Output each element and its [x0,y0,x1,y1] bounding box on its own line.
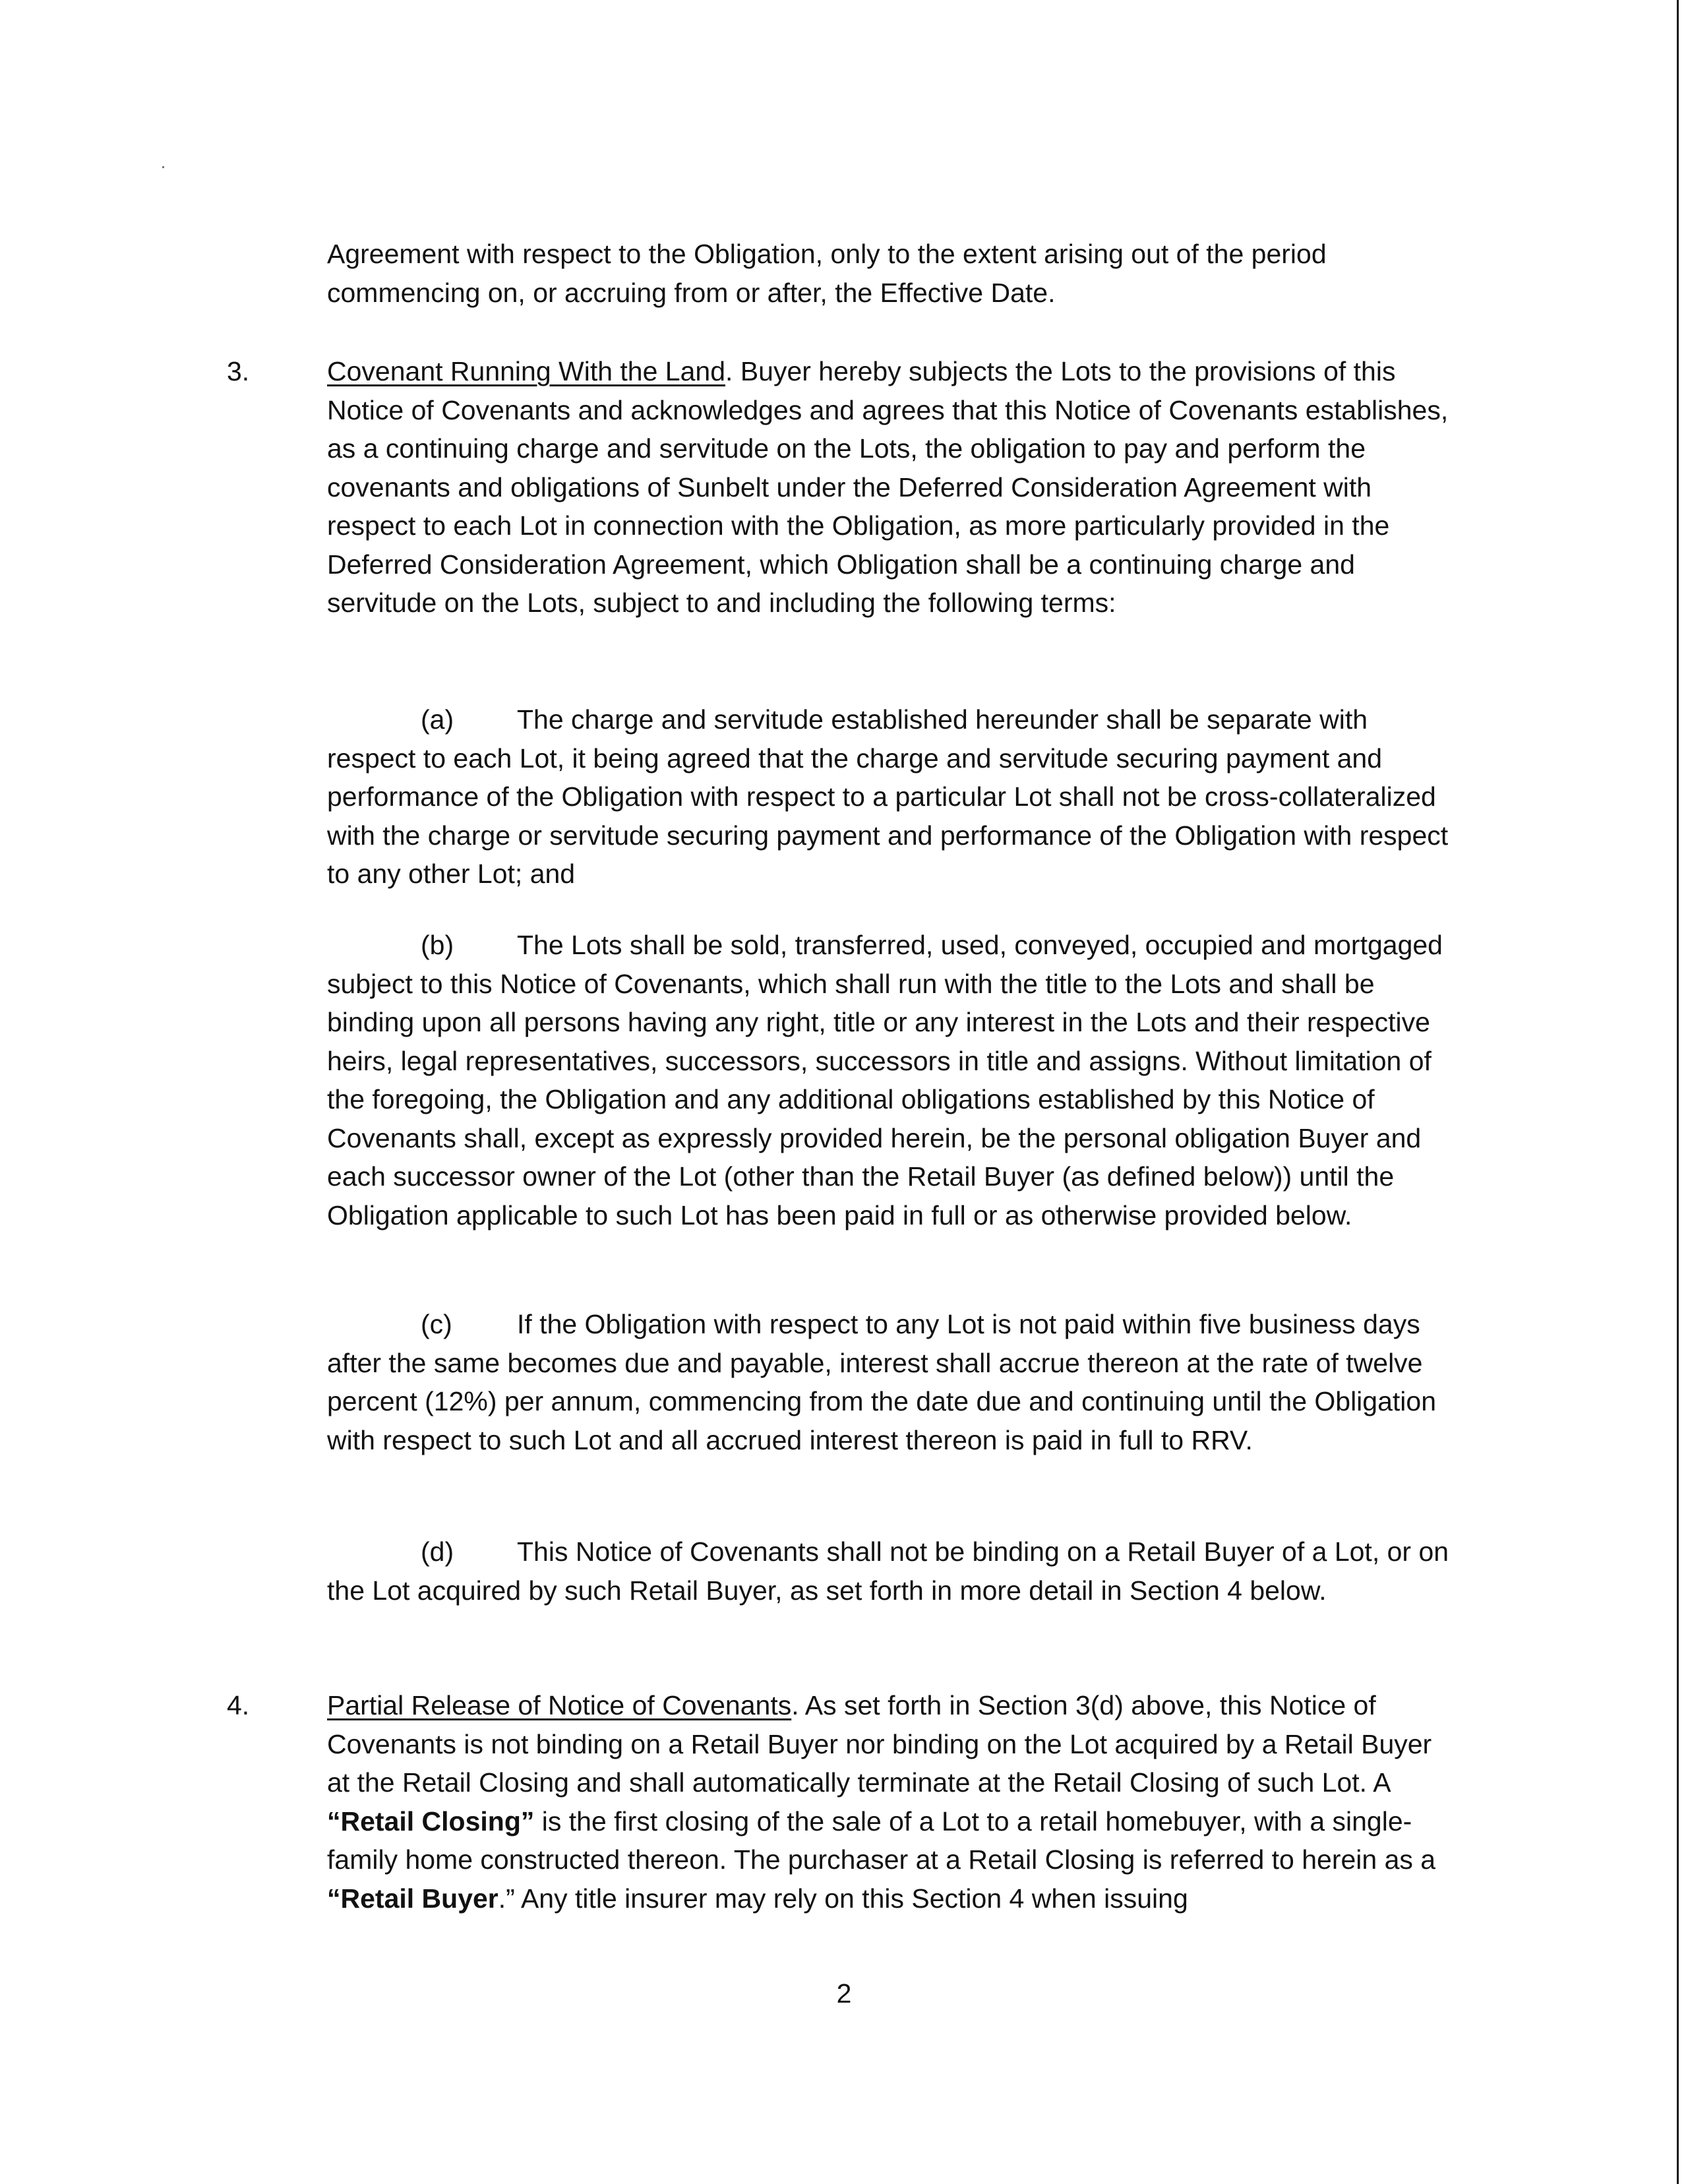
term-retail-buyer: Retail Buyer [340,1883,498,1914]
scan-speck [162,166,164,168]
section-4-number: 4. [227,1690,250,1720]
subsection-3c-label: (c) [421,1309,452,1339]
section-4-heading: Partial Release of Notice of Covenants [327,1690,792,1720]
section-4-heading-punct: . [791,1690,799,1720]
section-4-text-part3: Any title insurer may rely on this Section 4 when issuing [514,1883,1188,1914]
intro-paragraph [327,235,1461,312]
section-3-body: Buyer hereby subjects the Lots to the provisions of this Notice of Covenants and acknowledges and agrees that this Notice of Covenants establishes, as a continuing charge and servitude on the Lots, the obligation to pay and perform the covenants and obligations of Sunbelt under the Deferred Consideration Agreement with respect to each Lot in connection with the Obligation, as more particularly provided in the Deferred Consideration Agreement, which Obligation shall be a continuing charge and servitude on the Lots, subject to and including the following terms: [327,356,1449,618]
quote-close-1: ” [520,1805,535,1836]
section-3-number: 3. [227,356,250,386]
subsection-3b-text: The Lots shall be sold, transferred, used, conveyed, occupied and mortgaged subject to this Notice of Covenants, which shall run with the title to the Lots and shall be binding upon all persons having any right, title or any interest in the Lots and their respective heirs, legal representatives, successors, successors in title and assigns. Without limitation of the foregoing, the Obligation and any additional obligations established by this Notice of Covenants shall, except as expressly provided herein, be the personal obligation Buyer and each successor owner of the Lot (other than the Retail Buyer (as defined below)) until the Obligation applicable to such Lot has been paid in full or as otherwise provided below. [327,930,1443,1230]
section-3-heading: Covenant Running With the Land [327,356,726,386]
subsection-3a [327,700,1461,894]
subsection-3d-text: This Notice of Covenants shall not be binding on a Retail Buyer of a Lot, or on the Lot acquired by such Retail Buyer, as set forth in more detail in Section 4 below. [327,1536,1449,1606]
subsection-3c [327,1305,1461,1459]
section-4-text-part2: is the first closing of the sale of a Lot to a retail homebuyer, with a single-family home constructed thereon. The purchaser at a Retail Closing is referred to herein as a [327,1805,1436,1875]
subsection-3a-text: The charge and servitude established hereunder shall be separate with respect to each Lot, it being agreed that the charge and servitude securing payment and performance of the Obligation with respect to a particular Lot shall not be cross-collateralized with the charge or servitude securing payment and performance of the Obligation with respect to any other Lot; and [327,704,1449,889]
quote-close-2: .” [498,1883,515,1914]
scan-edge-line [1677,0,1679,2184]
subsection-3a-label: (a) [421,704,454,735]
page-number: 2 [836,1978,852,2009]
quote-open-2: “ [327,1883,341,1914]
subsection-3d-label: (d) [421,1536,454,1567]
subsection-3d [327,1532,1461,1610]
quote-open-1: “ [327,1805,341,1836]
subsection-3c-text: If the Obligation with respect to any Lot is not paid within five business days after the same becomes due and payable, interest shall accrue thereon at the rate of twelve percent (12%) per annum, commencing from the date due and continuing until the Obligation with respect to such Lot and all accrued interest thereon is paid in full to RRV. [327,1309,1437,1455]
section-4-text-part1: As set forth in Section 3(d) above, this Notice of Covenants is not binding on a Retail Buyer nor binding on the Lot acquired by a Retail Buyer at the Retail Closing and shall automatically terminate at the Retail Closing of such Lot. A [327,1690,1432,1798]
section-3-heading-punct: . [725,356,733,386]
subsection-3b-label: (b) [421,930,454,960]
section-4-paragraph [327,1686,1461,1918]
intro-text: Agreement with respect to the Obligation, only to the extent arising out of the period commencing on, or accruing from or after, the Effective Date. [327,239,1327,308]
term-retail-closing: Retail Closing [340,1805,521,1836]
section-3-paragraph [327,352,1461,622]
subsection-3b [327,926,1461,1234]
